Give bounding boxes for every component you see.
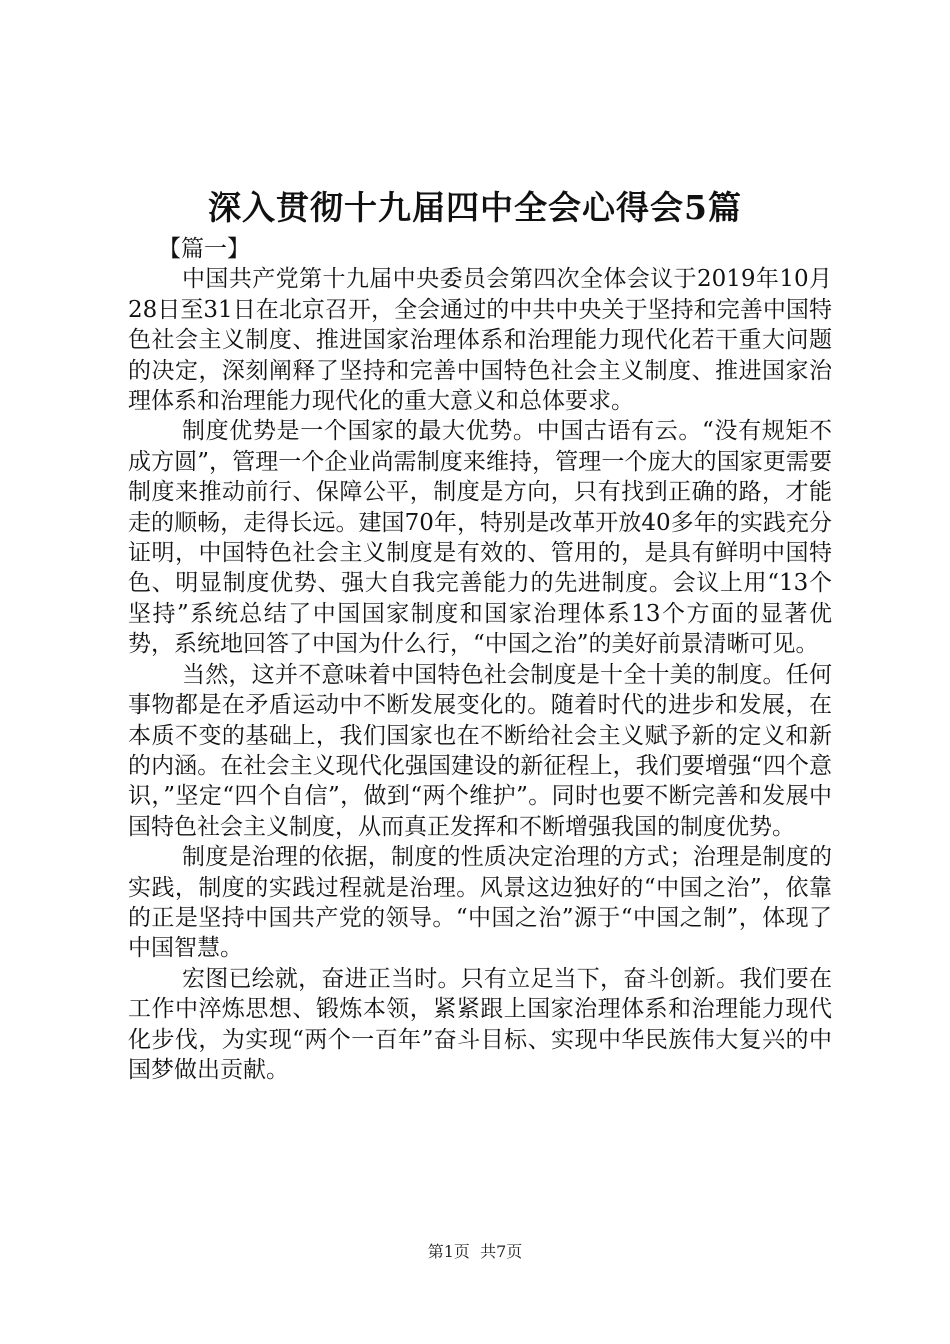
section-label: 【篇一】: [158, 236, 250, 262]
paragraph-4: 制度是治理的依据，制度的性质决定治理的方式；治理是制度的实践，制度的实践过程就是治理。风景这边独好的“中国之治”，依靠的正是坚持中国共产党的领导。“中国之治”源于“中国之制”，体现了中国智慧。: [128, 844, 832, 962]
paragraph-3: 当然，这并不意味着中国特色社会制度是十全十美的制度。任何事物都是在矛盾运动中不断发展变化的。随着时代的进步和发展，在本质不变的基础上，我们国家也在不断给社会主义赋予新的定义和新的内涵。在社会主义现代化强国建设的新征程上，我们要增强“四个意识，”坚定“四个自信”，做到“两个维护”。同时也要不断完善和发展中国特色社会主义制度，从而真正发挥和不断增强我国的制度优势。: [128, 661, 832, 840]
document-body: [128, 234, 832, 1085]
paragraph-2: 制度优势是一个国家的最大优势。中国古语有云。“没有规矩不成方圆”，管理一个企业尚需制度来维持，管理一个庞大的国家更需要制度来推动前行、保障公平，制度是方向，只有找到正确的路，才能走的顺畅，走得长远。建国70年，特别是改革开放40多年的实践充分证明，中国特色社会主义制度是有效的、管用的，是具有鲜明中国特色、明显制度优势、强大自我完善能力的先进制度。会议上用“13个坚持”系统总结了中国国家制度和国家治理体系13个方面的显著优势，系统地回答了中国为什么行，“中国之治”的美好前景清晰可见。: [128, 418, 832, 658]
page-number: 第1页 共7页: [427, 1242, 523, 1261]
page-footer: [0, 1240, 950, 1264]
document-title: 深入贯彻十九届四中全会心得会5篇: [208, 188, 742, 227]
paragraph-5: 宏图已绘就，奋进正当时。只有立足当下，奋斗创新。我们要在工作中淬炼思想、锻炼本领，紧紧跟上国家治理体系和治理能力现代化步伐，为实现“两个一百年”奋斗目标、实现中华民族伟大复兴的中国梦做出贡献。: [128, 965, 832, 1083]
paragraph-1: 中国共产党第十九届中央委员会第四次全体会议于2019年10月28日至31日在北京召开，全会通过的中共中央关于坚持和完善中国特色社会主义制度、推进国家治理体系和治理能力现代化若干重大问题的决定，深刻阐释了坚持和完善中国特色社会主义制度、推进国家治理体系和治理能力现代化的重大意义和总体要求。: [128, 266, 832, 415]
